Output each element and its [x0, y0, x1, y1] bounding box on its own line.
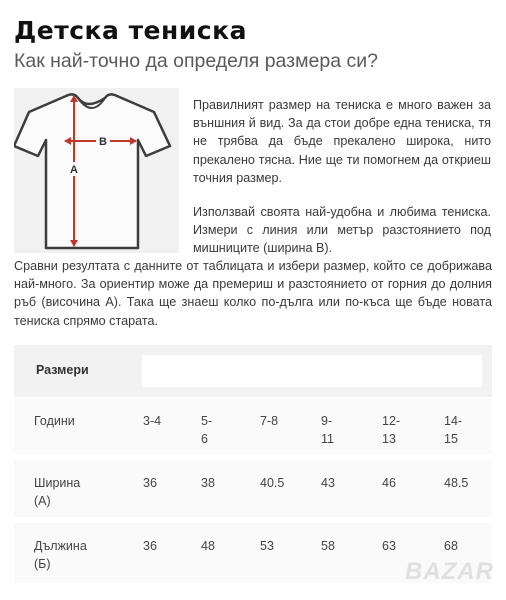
row-label [34, 537, 87, 573]
table-cell-line: 9- [321, 414, 333, 428]
table-cell-line: 36 [143, 476, 157, 490]
measure-paragraph-top: Използвай своята най-удобна и любима тениска. Измери с линия или метър разстоянието под мишниците (ширина В). [193, 205, 491, 256]
table-cell [260, 412, 278, 430]
table-cell-line: 53 [260, 539, 274, 553]
table-cell [444, 474, 468, 492]
table-cell [382, 537, 396, 555]
page-title: Детска тениска [14, 16, 247, 45]
table-cell [260, 537, 274, 555]
row-label-line: Ширина [34, 476, 81, 490]
table-cell [260, 474, 284, 492]
measure-paragraph-bottom: Сравни резултата с данните от таблицата и избери размер, който се добрижава най-много. За ориентир може да премериш и разстоянието от горния до долния ръб (височина А). Така ще знаеш колко по-дълга или по-къса ще бъде новата тениска спрямо старата. [14, 259, 492, 328]
table-cell [201, 474, 215, 492]
table-cell-line: 68 [444, 539, 458, 553]
table-cell-line: 38 [201, 476, 215, 490]
table-cell [444, 412, 462, 448]
table-cell-line: 40.5 [260, 476, 285, 490]
row-label-line: (А) [34, 494, 51, 508]
table-cell [321, 537, 335, 555]
table-cell-line: 11 [321, 432, 334, 446]
table-cell-line: 12- [382, 414, 401, 428]
size-table-header [14, 345, 492, 397]
table-cell-line: 6 [201, 432, 208, 446]
table-cell-line: 46 [382, 476, 396, 490]
table-cell-line: 14- [444, 414, 463, 428]
tshirt-outline-icon [14, 88, 179, 253]
table-cell-line: 3-4 [143, 414, 162, 428]
table-cell [444, 537, 458, 555]
table-cell-line: 36 [143, 539, 157, 553]
table-cell [321, 474, 335, 492]
height-marker-label: A [70, 164, 78, 176]
table-cell-line: 43 [321, 476, 335, 490]
row-label [34, 412, 75, 430]
width-marker-label: B [99, 136, 107, 148]
table-cell-line: 48 [201, 539, 215, 553]
page-subtitle: Как най-точно да определя размера си? [14, 50, 378, 72]
table-row [14, 460, 492, 517]
row-label-line: Години [34, 414, 75, 428]
table-cell-line: 7-8 [260, 414, 279, 428]
table-cell [382, 412, 400, 448]
size-table-header-blank [142, 355, 482, 387]
table-cell [143, 412, 161, 430]
table-cell [143, 537, 157, 555]
intro-paragraph: Правилният размер на тениска е много важен за външния й вид. За да стои добре една тениска, тя не трябва да бъде прекалено широка, нито прекалено тясна. Ние ще ти помогнем да откриеш точния размер. [193, 98, 491, 185]
table-cell [143, 474, 157, 492]
table-cell-line: 5- [201, 414, 213, 428]
table-cell [201, 412, 212, 448]
table-cell-line: 58 [321, 539, 335, 553]
table-cell-line: 15 [444, 432, 458, 446]
row-label-line: Дължина [34, 539, 87, 553]
table-cell [321, 412, 334, 448]
table-cell-line: 63 [382, 539, 396, 553]
table-cell [201, 537, 215, 555]
size-table-title: Размери [36, 363, 89, 377]
table-cell-line: 13 [382, 432, 396, 446]
table-row [14, 398, 492, 454]
table-cell-line: 48.5 [444, 476, 469, 490]
watermark-logo: BAZAR [405, 558, 494, 585]
row-label [34, 474, 80, 510]
table-cell [382, 474, 396, 492]
tshirt-diagram [14, 88, 179, 253]
row-label-line: (Б) [34, 557, 51, 571]
